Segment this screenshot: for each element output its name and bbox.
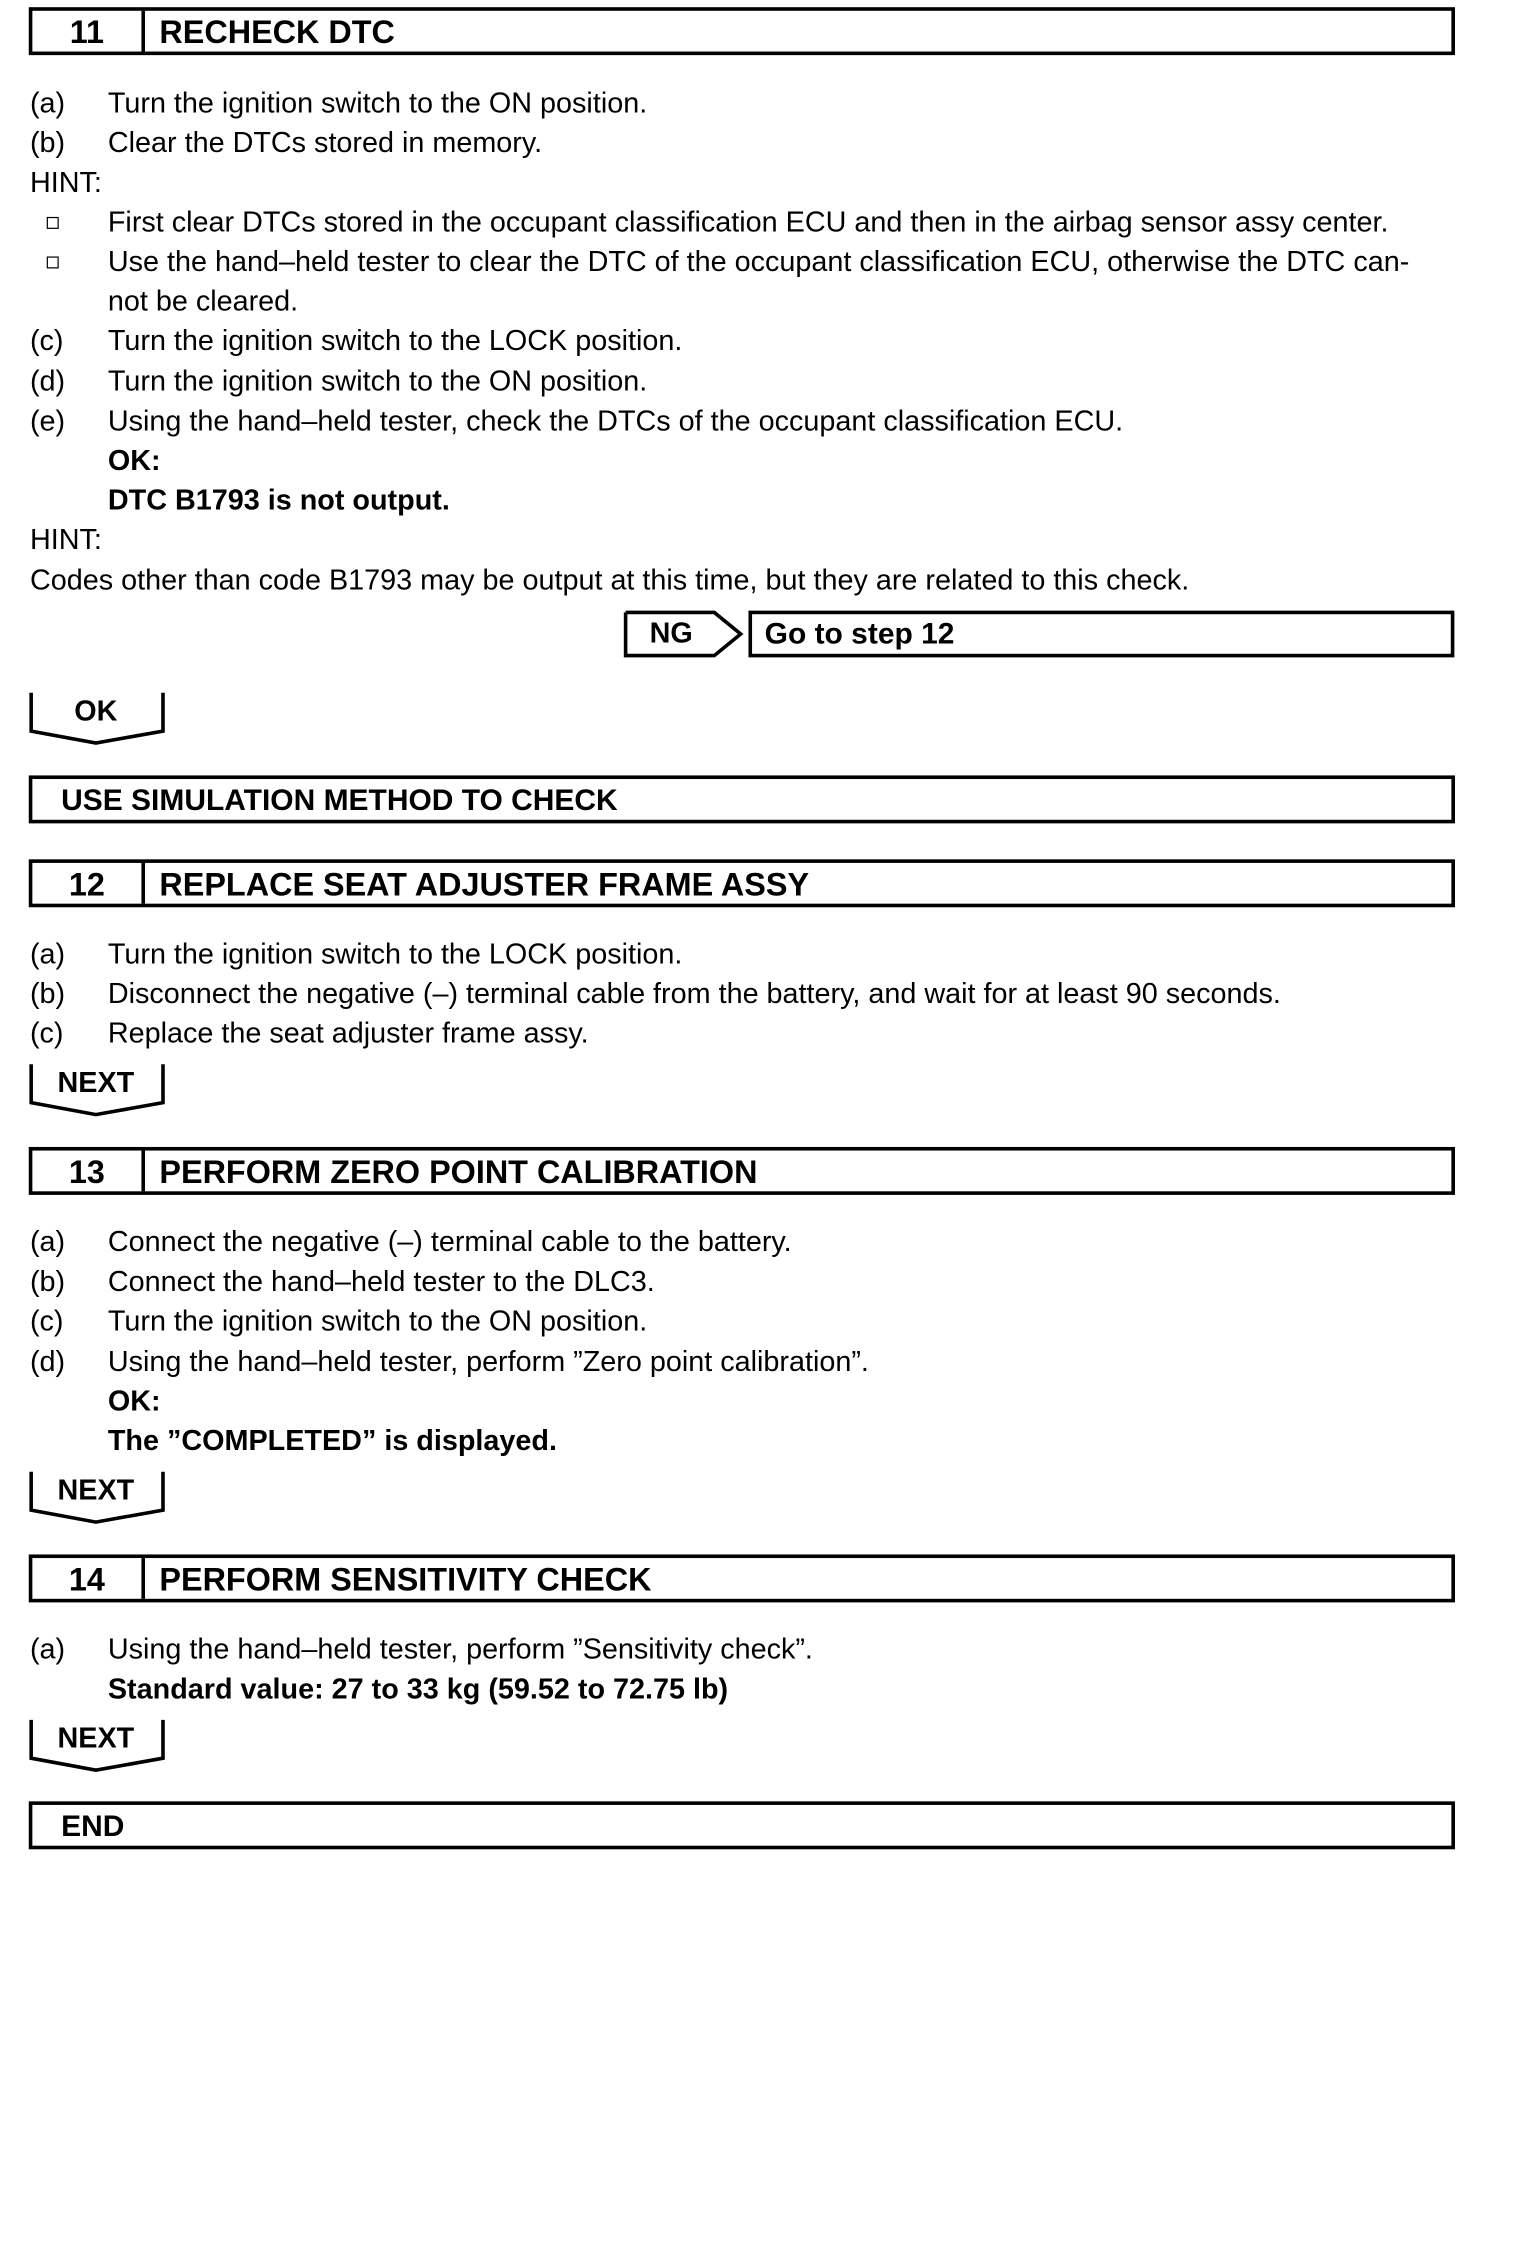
end-box [29,1801,1455,1849]
bullet-square-icon [47,217,59,229]
item-marker: (b) [29,1265,66,1298]
next-button[interactable] [29,1469,163,1524]
item-marker: (a) [29,1226,66,1259]
item-text: Turn the ignition switch to the ON position. [107,365,648,398]
ok-criteria: DTC B1793 is not output. [107,484,450,517]
step-title: PERFORM ZERO POINT CALIBRATION [159,1154,758,1191]
item-marker: (b) [29,127,66,160]
ok-button-label: OK [74,695,118,728]
step-12-header [29,859,1455,907]
ok-button[interactable] [29,690,163,745]
step-number: 13 [32,1151,145,1192]
item-text: Turn the ignition switch to the LOCK position. [107,938,683,971]
item-marker: (a) [29,87,66,120]
step-title: PERFORM SENSITIVITY CHECK [159,1561,652,1598]
step-11-header [29,7,1455,55]
item-text: Connect the hand–held tester to the DLC3. [107,1265,655,1298]
hint-label: HINT: [29,523,102,557]
item-text: Clear the DTCs stored in memory. [107,127,543,160]
item-marker: (d) [29,365,66,398]
step-title: RECHECK DTC [159,14,395,51]
step-number: 14 [32,1558,145,1599]
standard-value: Standard value: 27 to 33 kg (59.52 to 72.75 lb) [107,1673,729,1706]
item-marker: (e) [29,405,66,438]
ng-arrow-frame [623,610,1455,658]
next-button-label: NEXT [57,1066,135,1100]
item-marker: (c) [29,1305,64,1338]
next-button-label: NEXT [57,1474,135,1507]
step-14-header [29,1554,1455,1602]
step-number: 11 [32,11,145,52]
item-text: Using the hand–held tester, check the DTCs of the occupant classification ECU. [107,405,1124,438]
result-box [29,775,1455,823]
ok-label: OK: [107,444,161,478]
next-button[interactable] [29,1717,163,1772]
step-number: 12 [32,863,145,904]
item-text: Turn the ignition switch to the ON position. [107,87,648,120]
item-text: Using the hand–held tester, perform ”Zero point calibration”. [107,1345,869,1379]
ok-label: OK: [107,1385,161,1418]
ng-label: NG [649,617,693,650]
item-text: Turn the ignition switch to the LOCK position. [107,324,683,358]
step-title: REPLACE SEAT ADJUSTER FRAME ASSY [159,866,810,903]
hint-text: Codes other than code B1793 may be output at this time, but they are related to this check. [29,564,1190,597]
item-text: Using the hand–held tester, perform ”Sensitivity check”. [107,1633,813,1666]
end-label: END [61,1809,125,1844]
hint-bullet: First clear DTCs stored in the occupant classification ECU and then in the airbag sensor assy center. [107,206,1389,239]
bullet-square-icon [47,256,59,268]
ok-criteria: The ”COMPLETED” is displayed. [107,1425,557,1458]
goto-step-link[interactable]: Go to step 12 [764,617,955,651]
item-text: Disconnect the negative (–) terminal cable from the battery, and wait for at least 90 seconds. [107,977,1281,1011]
item-marker: (b) [29,977,66,1011]
item-marker: (c) [29,1017,64,1050]
hint-bullet: Use the hand–held tester to clear the DTC of the occupant classification ECU, otherwise the DTC can- [107,245,1410,279]
result-label: USE SIMULATION METHOD TO CHECK [61,783,618,818]
item-marker: (c) [29,324,64,358]
next-button[interactable] [29,1062,163,1117]
step-13-header [29,1147,1455,1195]
ng-branch[interactable] [623,610,1455,658]
item-text: Turn the ignition switch to the ON position. [107,1305,648,1338]
item-marker: (d) [29,1345,66,1379]
item-text: Connect the negative (–) terminal cable to the battery. [107,1226,792,1259]
hint-bullet-cont: not be cleared. [107,285,299,318]
next-button-label: NEXT [57,1722,135,1755]
item-marker: (a) [29,1633,66,1666]
item-marker: (a) [29,938,66,971]
item-text: Replace the seat adjuster frame assy. [107,1017,589,1050]
hint-label: HINT: [29,166,102,199]
